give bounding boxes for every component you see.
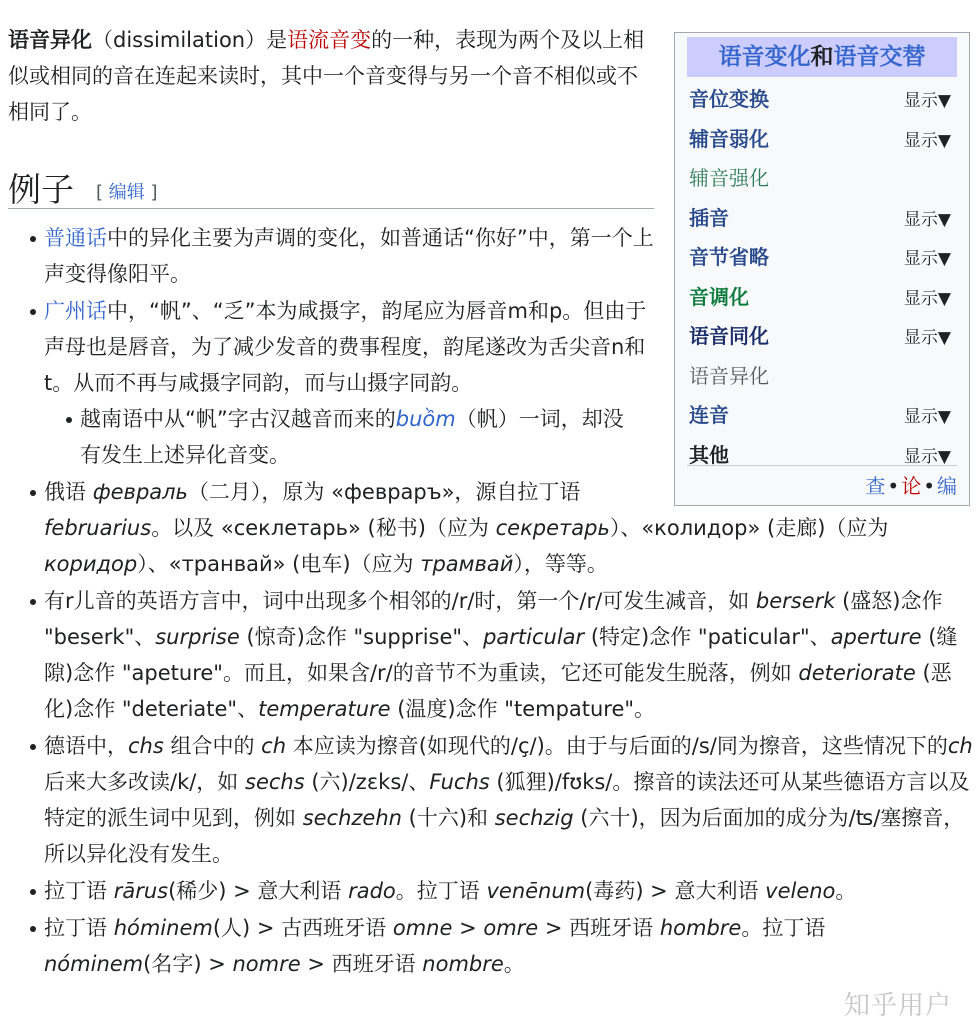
separator-dot: •: [887, 474, 900, 498]
foreign-word: hóminem: [113, 916, 213, 940]
edit-section: [96, 178, 158, 204]
list-item: [44, 728, 974, 872]
link-yuliu-yinbian[interactable]: 语流音变: [287, 28, 372, 52]
show-toggle[interactable]: 显示▼: [903, 446, 951, 467]
link-buom[interactable]: buồm: [395, 407, 456, 431]
item-text: 德语中，: [44, 734, 128, 758]
item-text: > 西班牙语: [538, 916, 660, 940]
item-text: 越南语中从“帆”字古汉越音而来的: [80, 407, 396, 431]
item-text: (恶化)念作 "deteriate"、: [44, 661, 952, 721]
list-item: [44, 873, 974, 909]
foreign-word: трамвай: [420, 552, 514, 576]
sub-list: [44, 401, 640, 473]
navbox-item-label[interactable]: 音调化: [689, 284, 749, 309]
section-title: 例子: [8, 170, 74, 209]
navbox-item-label[interactable]: 插音: [689, 205, 729, 230]
foreign-word: venēnum: [486, 879, 586, 903]
foreign-word: berserk: [755, 589, 836, 613]
navbox-row: [687, 77, 957, 117]
navbox-item-label[interactable]: 辅音弱化: [689, 126, 769, 151]
item-text: (缝隙)念作 "apeture"。而且，如果含/r/的音节不为重读，它还可能发生脱落，例如: [44, 625, 958, 685]
show-toggle[interactable]: 显示▼: [903, 209, 951, 230]
item-text: >: [452, 916, 484, 940]
list-item: [44, 583, 974, 727]
foreign-word: omre: [483, 916, 539, 940]
navbox-item-label: 其他: [689, 442, 729, 467]
item-text: 。: [835, 879, 857, 903]
item-text: (稀少) > 意大利语: [168, 879, 349, 903]
foreign-word: aperture: [830, 625, 922, 649]
navbox-title: [687, 37, 957, 77]
navbox-title-link-b[interactable]: 语音交替: [833, 44, 926, 70]
foreign-word: nomre: [232, 952, 301, 976]
item-text: 中，“帆”、“乏”本为咸摄字，韵尾应为唇音m和p。但由于声母也是唇音，为了减少发音的费事程度，韵尾遂改为舌尖音n和t。从而不再与咸摄字同韵，而与山摄字同韵。: [44, 299, 647, 395]
foreign-word: surprise: [155, 625, 240, 649]
edit-close-bracket: ]: [144, 182, 158, 203]
list-item: [44, 293, 654, 473]
item-text: (六)/zɛks/、: [304, 770, 430, 794]
foreign-word: temperature: [258, 697, 391, 721]
item-text: (盛怒)念作 "beserk"、: [44, 589, 943, 649]
foreign-word: rārus: [113, 879, 169, 903]
foreign-word: rado: [348, 879, 396, 903]
foreign-word: chs: [128, 734, 164, 758]
navbox-row: [687, 117, 957, 157]
item-text: 拉丁语: [44, 916, 114, 940]
item-text: ）、«транвай» (电车)（应为: [137, 552, 421, 576]
item-text: (人) > 古西班牙语: [212, 916, 393, 940]
item-text: (毒药) > 意大利语: [585, 879, 766, 903]
item-text: 有r儿音的英语方言中，词中出现多个相邻的/r/时，第一个/r/可发生减音，如: [44, 589, 756, 613]
foreign-word: sechs: [245, 770, 305, 794]
item-text: 。以及 «секлетарь» (秘书)（应为: [151, 516, 496, 540]
item-text: (惊奇)念作 "supprise"、: [239, 625, 484, 649]
navbox-edit-link[interactable]: 编: [937, 474, 957, 498]
foreign-word: секретарь: [495, 516, 610, 540]
foreign-word: sechzehn: [302, 806, 402, 830]
item-text: (十六)和: [401, 806, 495, 830]
item-text: 。拉丁语: [395, 879, 487, 903]
foreign-word: февраль: [92, 480, 188, 504]
item-text: 后来大多改读/k/，如: [44, 770, 245, 794]
navbox-row: [687, 156, 957, 196]
link-guangzhouhua[interactable]: 广州话: [44, 299, 107, 323]
item-text: 拉丁语: [44, 879, 114, 903]
item-text: 。拉丁语: [741, 916, 826, 940]
navbox-item-label[interactable]: 辅音强化: [689, 166, 769, 190]
show-toggle[interactable]: 显示▼: [903, 328, 951, 348]
item-text: 本应读为擦音(如现代的/ç/)。由于与后面的/s/同为擦音，这些情况下的: [286, 734, 948, 758]
show-toggle[interactable]: 显示▼: [903, 130, 951, 151]
item-text: > 西班牙语: [300, 952, 423, 976]
navbox-item-label[interactable]: 音节省略: [689, 245, 769, 269]
item-text: (名字) >: [143, 952, 233, 976]
item-text: 。: [503, 952, 525, 976]
list-item: [44, 474, 974, 582]
foreign-word: februarius: [44, 516, 152, 540]
section-heading: [8, 160, 654, 209]
item-text: ）、«колидор» (走廊)（应为: [609, 516, 889, 540]
item-text: （二月），原为 «февраръ»，源自拉丁语: [187, 480, 581, 504]
edit-section-link[interactable]: 编辑: [108, 182, 145, 203]
foreign-word: Fuchs: [429, 770, 490, 794]
foreign-word: ch: [947, 734, 973, 758]
foreign-word: коридор: [44, 552, 138, 576]
item-text: 中的异化主要为声调的变化，如普通话“你好”中，第一个上声变得像阳平。: [44, 226, 654, 286]
item-text: (特定)念作 "paticular"、: [584, 625, 831, 649]
list-item: [44, 910, 874, 982]
lead-paragraph: [8, 22, 648, 130]
foreign-word: omne: [392, 916, 453, 940]
item-text: （帆）一词，却没有发生上述异化音变。: [80, 407, 624, 467]
foreign-word: nombre: [422, 952, 504, 976]
foreign-word: ch: [261, 734, 287, 758]
show-toggle[interactable]: 显示▼: [903, 91, 951, 111]
separator-dot: •: [923, 474, 935, 498]
foreign-word: sechzig: [494, 806, 574, 830]
foreign-word: deteriorate: [798, 661, 916, 685]
item-text: 俄语: [44, 480, 93, 504]
item-text: 组合中的: [163, 734, 262, 758]
navbox-item-label[interactable]: 音位变换: [689, 87, 769, 111]
watermark: 知乎用户: [843, 991, 952, 1021]
item-text: (温度)念作 "tempature"。: [390, 697, 656, 721]
list-item: [44, 220, 654, 292]
foreign-word: nóminem: [44, 952, 144, 976]
item-text: (狐狸)/fʊks/。擦音的读法还可从某些德语方言以及特定的派生词中见到，例如: [44, 770, 970, 830]
lead-text-1: （dissimilation）是: [92, 28, 288, 52]
sub-list-item: [80, 401, 640, 473]
lead-term: 语音异化: [8, 28, 92, 52]
item-text: ），等等。: [513, 552, 608, 576]
navbox-view-link[interactable]: 查: [865, 474, 886, 498]
show-toggle[interactable]: 显示▼: [903, 249, 951, 269]
foreign-word: hombre: [659, 916, 742, 940]
lead-text-2: 的一种，表现为两个及以上相似或相同的音在连起来读时，其中一个音变得与另一个音不相似或不相同了。: [8, 28, 645, 124]
navbox-item-label[interactable]: 连音: [689, 403, 729, 427]
navbox-item-current: 语音异化: [689, 363, 769, 388]
show-toggle[interactable]: 显示▼: [903, 407, 951, 427]
show-toggle[interactable]: 显示▼: [903, 288, 951, 309]
navbox-title-and: 和: [810, 44, 834, 70]
edit-open-bracket: [: [96, 182, 109, 203]
examples-list: [44, 220, 974, 983]
item-text: (六十)，因为后面加的成分为/ʦ/塞擦音，所以异化没有发生。: [44, 806, 965, 866]
navbox-title-link-a[interactable]: 语音变化: [718, 44, 811, 70]
link-putonghua[interactable]: 普通话: [44, 226, 107, 250]
navbox-talk-link[interactable]: 论: [901, 474, 922, 498]
foreign-word: particular: [483, 625, 585, 649]
navbox-item-label[interactable]: 语音同化: [689, 324, 769, 348]
foreign-word: veleno: [765, 879, 836, 903]
